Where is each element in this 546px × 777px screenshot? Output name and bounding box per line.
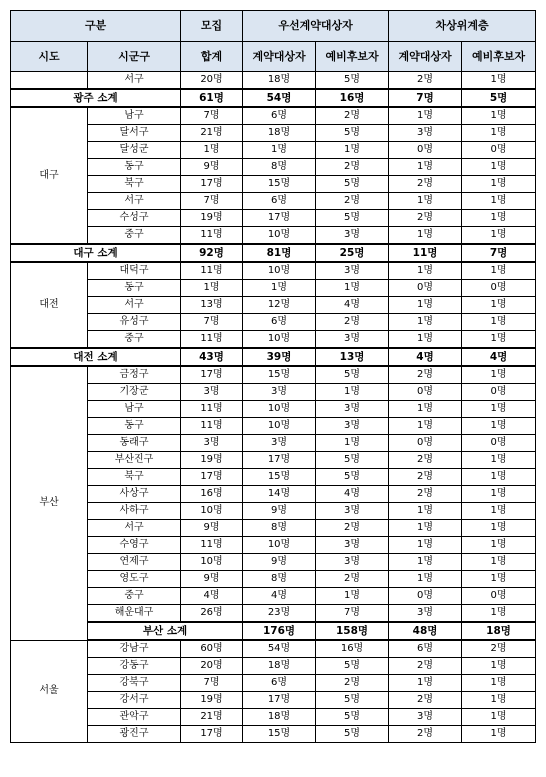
region-cell: 부산 (11, 366, 88, 640)
value-cell: 17명 (243, 452, 316, 469)
value-cell: 7명 (181, 314, 243, 331)
value-cell: 23명 (243, 605, 316, 623)
value-cell: 2명 (316, 520, 389, 537)
value-cell: 60명 (181, 640, 243, 658)
value-cell: 2명 (389, 72, 462, 90)
value-cell: 2명 (316, 107, 389, 125)
table-row (11, 503, 536, 520)
value-cell: 1명 (181, 280, 243, 297)
value-cell: 6명 (243, 193, 316, 210)
value-cell: 1명 (316, 435, 389, 452)
district-cell: 영도구 (88, 571, 181, 588)
value-cell: 4명 (389, 348, 462, 366)
table-row (11, 520, 536, 537)
value-cell: 2명 (389, 692, 462, 709)
value-cell: 1명 (389, 675, 462, 692)
value-cell: 1명 (389, 262, 462, 280)
value-cell: 1명 (181, 142, 243, 159)
value-cell: 39명 (243, 348, 316, 366)
value-cell: 1명 (462, 366, 536, 384)
value-cell: 6명 (243, 675, 316, 692)
value-cell: 2명 (316, 314, 389, 331)
district-cell: 광진구 (88, 726, 181, 743)
table-row (11, 366, 536, 384)
value-cell: 3명 (389, 125, 462, 142)
allocation-table (10, 10, 536, 743)
value-cell: 3명 (316, 537, 389, 554)
value-cell: 1명 (462, 520, 536, 537)
header-group: 구분 (11, 11, 181, 42)
value-cell: 10명 (243, 401, 316, 418)
subtotal-row (11, 348, 536, 366)
district-cell: 중구 (88, 227, 181, 245)
value-cell: 1명 (462, 262, 536, 280)
value-cell: 17명 (181, 726, 243, 743)
value-cell: 7명 (462, 244, 536, 262)
value-cell: 8명 (243, 571, 316, 588)
table-row (11, 486, 536, 503)
value-cell: 4명 (181, 588, 243, 605)
value-cell: 1명 (462, 709, 536, 726)
value-cell: 20명 (181, 72, 243, 90)
table-row (11, 418, 536, 435)
table-row (11, 280, 536, 297)
value-cell: 8명 (243, 159, 316, 176)
value-cell: 15명 (243, 366, 316, 384)
district-cell: 대덕구 (88, 262, 181, 280)
value-cell: 1명 (389, 520, 462, 537)
value-cell: 10명 (243, 418, 316, 435)
header-sigungu: 시군구 (88, 42, 181, 72)
value-cell: 21명 (181, 709, 243, 726)
header-next: 차상위계층 (389, 11, 536, 42)
value-cell: 10명 (243, 537, 316, 554)
table-row (11, 554, 536, 571)
district-cell: 중구 (88, 588, 181, 605)
value-cell: 2명 (389, 469, 462, 486)
value-cell: 26명 (181, 605, 243, 623)
value-cell: 1명 (389, 314, 462, 331)
value-cell: 20명 (181, 658, 243, 675)
table-row (11, 537, 536, 554)
value-cell: 5명 (316, 692, 389, 709)
value-cell: 1명 (389, 503, 462, 520)
header-total: 합계 (181, 42, 243, 72)
value-cell: 1명 (462, 452, 536, 469)
value-cell: 1명 (462, 675, 536, 692)
value-cell: 6명 (243, 314, 316, 331)
value-cell: 18명 (243, 72, 316, 90)
value-cell: 7명 (316, 605, 389, 623)
value-cell: 3명 (316, 262, 389, 280)
value-cell: 1명 (389, 193, 462, 210)
value-cell: 4명 (243, 588, 316, 605)
district-cell: 사하구 (88, 503, 181, 520)
value-cell: 7명 (181, 193, 243, 210)
table-row (11, 435, 536, 452)
value-cell: 18명 (462, 622, 536, 640)
value-cell: 1명 (462, 193, 536, 210)
value-cell: 3명 (243, 384, 316, 401)
value-cell: 13명 (316, 348, 389, 366)
value-cell: 1명 (462, 726, 536, 743)
value-cell: 7명 (389, 89, 462, 107)
value-cell: 19명 (181, 692, 243, 709)
value-cell: 25명 (316, 244, 389, 262)
value-cell: 3명 (181, 384, 243, 401)
value-cell: 2명 (316, 675, 389, 692)
value-cell: 1명 (243, 142, 316, 159)
table-row (11, 314, 536, 331)
value-cell: 2명 (389, 366, 462, 384)
district-cell: 사상구 (88, 486, 181, 503)
value-cell: 1명 (462, 176, 536, 193)
value-cell: 0명 (389, 142, 462, 159)
table-row (11, 726, 536, 743)
table-row (11, 107, 536, 125)
value-cell: 3명 (389, 709, 462, 726)
value-cell: 1명 (316, 384, 389, 401)
value-cell: 10명 (181, 554, 243, 571)
value-cell: 1명 (389, 401, 462, 418)
region-cell: 대전 (11, 262, 88, 348)
value-cell: 1명 (462, 571, 536, 588)
table-row (11, 452, 536, 469)
table-row (11, 193, 536, 210)
value-cell: 61명 (181, 89, 243, 107)
district-cell: 서구 (88, 520, 181, 537)
value-cell: 9명 (181, 571, 243, 588)
value-cell: 19명 (181, 452, 243, 469)
header-sido: 시도 (11, 42, 88, 72)
table-row (11, 571, 536, 588)
table-row (11, 297, 536, 314)
table-row (11, 142, 536, 159)
value-cell: 1명 (462, 401, 536, 418)
table-row (11, 125, 536, 142)
table-row (11, 331, 536, 349)
header-contract: 계약대상자 (243, 42, 316, 72)
subtotal-label: 광주 소계 (11, 89, 181, 107)
value-cell: 4명 (316, 297, 389, 314)
table-row (11, 675, 536, 692)
district-cell: 동구 (88, 418, 181, 435)
table-row (11, 709, 536, 726)
value-cell: 0명 (389, 280, 462, 297)
district-cell: 강북구 (88, 675, 181, 692)
district-cell: 남구 (88, 401, 181, 418)
value-cell: 5명 (316, 72, 389, 90)
table-row (11, 262, 536, 280)
district-cell: 동구 (88, 159, 181, 176)
value-cell: 9명 (243, 554, 316, 571)
value-cell: 5명 (316, 210, 389, 227)
value-cell: 3명 (316, 401, 389, 418)
table-row (11, 658, 536, 675)
district-cell: 강서구 (88, 692, 181, 709)
subtotal-label: 대전 소계 (11, 348, 181, 366)
district-cell: 서구 (88, 297, 181, 314)
value-cell: 11명 (181, 227, 243, 245)
subtotal-row (11, 89, 536, 107)
value-cell: 1명 (462, 692, 536, 709)
district-cell: 서구 (88, 72, 181, 90)
table-row (11, 210, 536, 227)
value-cell: 18명 (243, 658, 316, 675)
value-cell: 10명 (243, 227, 316, 245)
header-priority: 우선계약대상자 (243, 11, 389, 42)
value-cell: 2명 (389, 658, 462, 675)
district-cell: 동구 (88, 280, 181, 297)
header-reserve: 예비후보자 (316, 42, 389, 72)
value-cell: 7명 (181, 675, 243, 692)
table-row (11, 605, 536, 623)
region-cell (11, 72, 88, 90)
value-cell: 1명 (243, 280, 316, 297)
value-cell: 1명 (389, 418, 462, 435)
table-row (11, 72, 536, 90)
district-cell: 금정구 (88, 366, 181, 384)
value-cell: 18명 (243, 125, 316, 142)
district-cell: 서구 (88, 193, 181, 210)
header-recruit: 모집 (181, 11, 243, 42)
district-cell: 북구 (88, 469, 181, 486)
value-cell: 10명 (243, 262, 316, 280)
value-cell: 3명 (389, 605, 462, 623)
value-cell: 5명 (316, 176, 389, 193)
subtotal-row (11, 244, 536, 262)
header-contract-next: 계약대상자 (389, 42, 462, 72)
district-cell: 달서구 (88, 125, 181, 142)
value-cell: 2명 (316, 193, 389, 210)
value-cell: 0명 (462, 280, 536, 297)
district-cell: 강동구 (88, 658, 181, 675)
value-cell: 1명 (462, 331, 536, 349)
value-cell: 5명 (316, 709, 389, 726)
value-cell: 48명 (389, 622, 462, 640)
district-cell: 수성구 (88, 210, 181, 227)
value-cell: 1명 (389, 159, 462, 176)
value-cell: 5명 (316, 366, 389, 384)
value-cell: 1명 (462, 605, 536, 623)
value-cell: 1명 (389, 537, 462, 554)
value-cell: 0명 (389, 588, 462, 605)
value-cell: 1명 (316, 142, 389, 159)
table-row (11, 384, 536, 401)
value-cell: 0명 (389, 384, 462, 401)
district-cell: 중구 (88, 331, 181, 349)
value-cell: 17명 (181, 366, 243, 384)
value-cell: 0명 (462, 142, 536, 159)
value-cell: 11명 (389, 244, 462, 262)
value-cell: 7명 (181, 107, 243, 125)
district-cell: 수영구 (88, 537, 181, 554)
value-cell: 1명 (462, 418, 536, 435)
district-cell: 관악구 (88, 709, 181, 726)
value-cell: 6명 (389, 640, 462, 658)
value-cell: 1명 (462, 125, 536, 142)
district-cell: 해운대구 (88, 605, 181, 623)
value-cell: 1명 (462, 210, 536, 227)
value-cell: 15명 (243, 726, 316, 743)
value-cell: 0명 (462, 588, 536, 605)
value-cell: 2명 (389, 486, 462, 503)
value-cell: 0명 (389, 435, 462, 452)
value-cell: 16명 (181, 486, 243, 503)
value-cell: 5명 (316, 452, 389, 469)
district-cell: 남구 (88, 107, 181, 125)
table-row (11, 588, 536, 605)
value-cell: 9명 (243, 503, 316, 520)
value-cell: 2명 (389, 726, 462, 743)
district-cell: 강남구 (88, 640, 181, 658)
value-cell: 11명 (181, 401, 243, 418)
value-cell: 16명 (316, 89, 389, 107)
value-cell: 9명 (181, 159, 243, 176)
value-cell: 1명 (462, 658, 536, 675)
value-cell: 1명 (462, 227, 536, 245)
value-cell: 81명 (243, 244, 316, 262)
region-cell: 대구 (11, 107, 88, 244)
value-cell: 5명 (316, 658, 389, 675)
value-cell: 3명 (316, 331, 389, 349)
value-cell: 16명 (316, 640, 389, 658)
district-cell: 유성구 (88, 314, 181, 331)
value-cell: 1명 (462, 469, 536, 486)
value-cell: 3명 (316, 554, 389, 571)
value-cell: 10명 (243, 331, 316, 349)
value-cell: 18명 (243, 709, 316, 726)
value-cell: 3명 (316, 503, 389, 520)
table-row (11, 176, 536, 193)
value-cell: 11명 (181, 418, 243, 435)
value-cell: 15명 (243, 176, 316, 193)
value-cell: 2명 (389, 210, 462, 227)
value-cell: 5명 (316, 726, 389, 743)
value-cell: 14명 (243, 486, 316, 503)
subtotal-row (11, 622, 536, 640)
value-cell: 9명 (181, 520, 243, 537)
value-cell: 6명 (243, 107, 316, 125)
value-cell: 43명 (181, 348, 243, 366)
table-row (11, 469, 536, 486)
value-cell: 19명 (181, 210, 243, 227)
table-row (11, 159, 536, 176)
value-cell: 17명 (243, 692, 316, 709)
value-cell: 17명 (181, 176, 243, 193)
value-cell: 3명 (243, 435, 316, 452)
value-cell: 1명 (462, 314, 536, 331)
value-cell: 21명 (181, 125, 243, 142)
value-cell: 176명 (243, 622, 316, 640)
header-reserve-next: 예비후보자 (462, 42, 536, 72)
region-cell: 서울 (11, 640, 88, 743)
value-cell: 5명 (316, 125, 389, 142)
table-row (11, 227, 536, 245)
table-row (11, 401, 536, 418)
value-cell: 1명 (389, 571, 462, 588)
value-cell: 3명 (316, 418, 389, 435)
value-cell: 1명 (389, 331, 462, 349)
value-cell: 2명 (316, 571, 389, 588)
value-cell: 54명 (243, 89, 316, 107)
value-cell: 13명 (181, 297, 243, 314)
value-cell: 1명 (316, 280, 389, 297)
value-cell: 1명 (462, 72, 536, 90)
table-body (11, 72, 536, 743)
value-cell: 3명 (316, 227, 389, 245)
district-cell: 동래구 (88, 435, 181, 452)
value-cell: 12명 (243, 297, 316, 314)
table-row (11, 692, 536, 709)
value-cell: 1명 (462, 554, 536, 571)
value-cell: 15명 (243, 469, 316, 486)
value-cell: 1명 (462, 297, 536, 314)
value-cell: 2명 (462, 640, 536, 658)
value-cell: 0명 (462, 384, 536, 401)
value-cell: 10명 (181, 503, 243, 520)
district-cell: 기장군 (88, 384, 181, 401)
value-cell: 158명 (316, 622, 389, 640)
value-cell: 1명 (462, 537, 536, 554)
table-row (11, 640, 536, 658)
value-cell: 1명 (462, 503, 536, 520)
district-cell: 부산진구 (88, 452, 181, 469)
value-cell: 11명 (181, 262, 243, 280)
value-cell: 3명 (181, 435, 243, 452)
value-cell: 1명 (462, 486, 536, 503)
subtotal-label: 대구 소계 (11, 244, 181, 262)
value-cell: 4명 (462, 348, 536, 366)
value-cell: 17명 (181, 469, 243, 486)
value-cell: 1명 (316, 588, 389, 605)
value-cell: 4명 (316, 486, 389, 503)
district-cell: 연제구 (88, 554, 181, 571)
value-cell: 5명 (462, 89, 536, 107)
value-cell: 1명 (462, 107, 536, 125)
value-cell: 1명 (389, 227, 462, 245)
district-cell: 북구 (88, 176, 181, 193)
value-cell: 1명 (462, 159, 536, 176)
value-cell: 5명 (316, 469, 389, 486)
value-cell: 2명 (316, 159, 389, 176)
value-cell: 2명 (389, 176, 462, 193)
value-cell: 11명 (181, 537, 243, 554)
value-cell: 0명 (462, 435, 536, 452)
value-cell: 1명 (389, 297, 462, 314)
value-cell: 2명 (389, 452, 462, 469)
value-cell: 11명 (181, 331, 243, 349)
value-cell: 17명 (243, 210, 316, 227)
value-cell: 8명 (243, 520, 316, 537)
value-cell: 1명 (389, 554, 462, 571)
value-cell: 54명 (243, 640, 316, 658)
value-cell: 1명 (389, 107, 462, 125)
district-cell: 달성군 (88, 142, 181, 159)
subtotal-label: 부산 소계 (88, 622, 243, 640)
value-cell: 92명 (181, 244, 243, 262)
